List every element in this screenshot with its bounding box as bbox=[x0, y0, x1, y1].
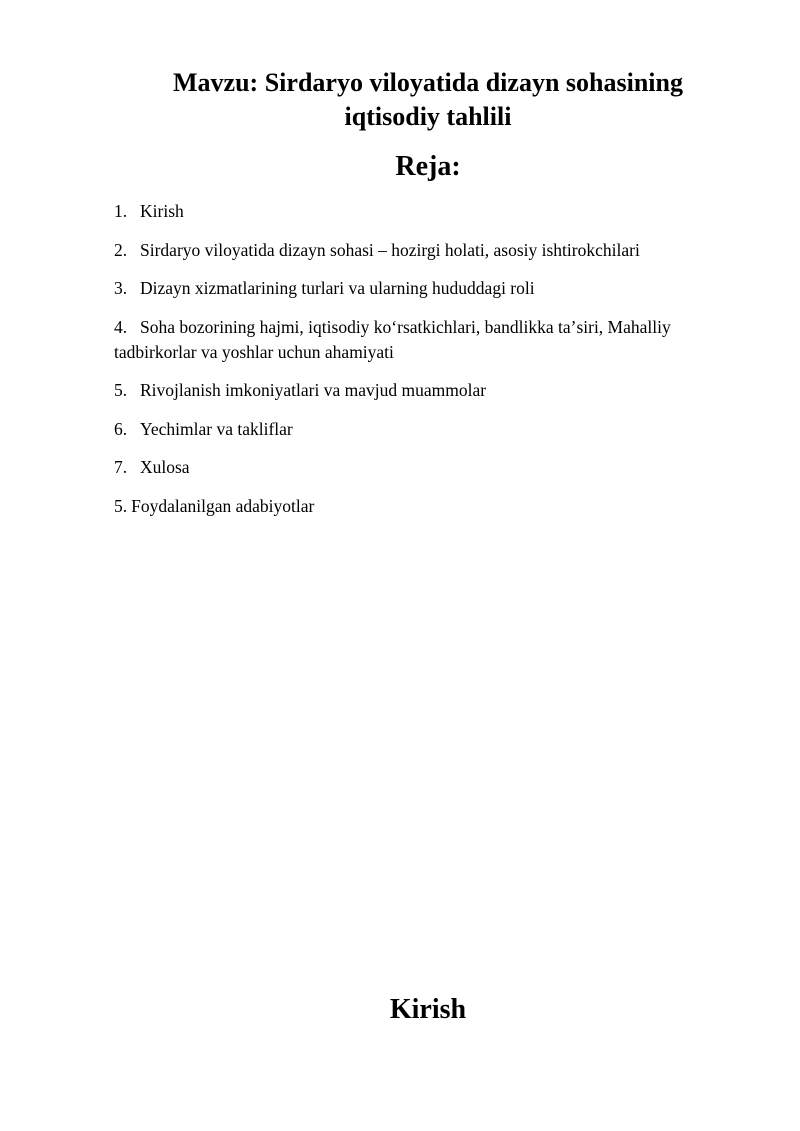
document-title: Mavzu: Sirdaryo viloyatida dizayn sohasining iqtisodiy tahlili bbox=[173, 68, 683, 131]
plan-item bbox=[114, 276, 714, 301]
plan-item bbox=[114, 455, 714, 480]
plan-item-number: 5. bbox=[114, 495, 128, 516]
plan-heading: Reja: bbox=[395, 151, 461, 182]
plan-item-number: 4. bbox=[114, 316, 128, 337]
plan-item-text: Dizayn xizmatlarining turlari va ularning hududdagi roli bbox=[140, 278, 535, 298]
plan-item-text: Yechimlar va takliflar bbox=[140, 418, 293, 439]
section-heading: Kirish bbox=[389, 994, 467, 1025]
plan-item-number: 6. bbox=[114, 418, 128, 439]
plan-item-number: 2. bbox=[114, 239, 128, 260]
plan-item bbox=[114, 199, 714, 224]
plan-item bbox=[114, 238, 714, 263]
plan-item-number: 3. bbox=[114, 278, 128, 298]
plan-item-number: 1. bbox=[114, 201, 128, 221]
plan-item-text: Foydalanilgan adabiyotlar bbox=[131, 495, 315, 516]
plan-item-text: Kirish bbox=[140, 201, 184, 221]
plan-item bbox=[114, 494, 714, 519]
plan-item bbox=[114, 315, 714, 365]
plan-list bbox=[114, 199, 714, 532]
plan-item-text: Rivojlanish imkoniyatlari va mavjud muammolar bbox=[140, 380, 487, 400]
plan-item-text: Soha bozorining hajmi, iqtisodiy koʻrsatkichlari, bandlikka taʼsiri, Mahalliy tadbirkorlar va yoshlar uchun ahamiyati bbox=[114, 316, 671, 362]
plan-item-text: Sirdaryo viloyatida dizayn sohasi – hozirgi holati, asosiy ishtirokchilari bbox=[140, 239, 640, 260]
plan-item-text: Xulosa bbox=[140, 457, 190, 477]
plan-item bbox=[114, 378, 714, 403]
plan-item-number: 5. bbox=[114, 380, 128, 400]
plan-item bbox=[114, 417, 714, 442]
plan-item-number: 7. bbox=[114, 457, 128, 477]
